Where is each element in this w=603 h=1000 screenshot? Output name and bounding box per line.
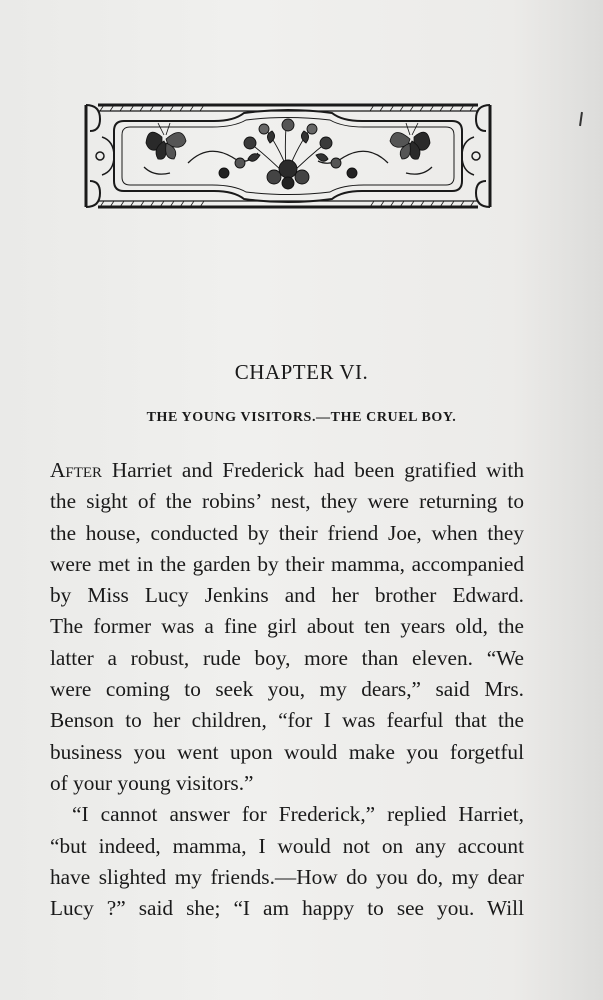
text-line: Benson to her children, “for I was fearful that the	[50, 708, 524, 733]
butterfly-left-icon	[146, 123, 186, 159]
text-line: by Miss Lucy Jenkins and her brother Edward.	[50, 583, 524, 608]
text-line: The former was a fine girl about ten years old, the	[50, 614, 524, 639]
chapter-subtitle: THE YOUNG VISITORS.—THE CRUEL BOY.	[146, 410, 457, 425]
body-text	[50, 455, 524, 924]
margin-mark	[579, 112, 583, 126]
text-line: “but indeed, mamma, I would not on any account	[50, 833, 524, 858]
text-line: the house, conducted by their friend Joe, when they	[50, 520, 524, 545]
text-line: latter a robust, rude boy, more than eleven. “We	[50, 645, 524, 670]
text-line: business you went upon would make you forgetful	[50, 739, 524, 764]
drop-word: After	[50, 458, 103, 482]
text-line: After Harriet and Frederick had been gratified with	[50, 458, 524, 482]
text-line: have slighted my friends.—How do you do, my dear	[50, 864, 524, 889]
text-line: “I cannot answer for Frederick,” replied Harriet,	[72, 802, 524, 827]
decorative-headpiece-ornament	[84, 97, 492, 215]
text-line: were met in the garden by their mamma, accompanied	[50, 551, 524, 576]
chapter-title: CHAPTER VI.	[234, 360, 369, 384]
flower-bouquet-icon	[219, 119, 357, 189]
butterfly-right-icon	[390, 123, 430, 159]
text-line: of your young visitors.”	[50, 770, 254, 795]
text-line: Lucy ?” said she; “I am happy to see you. Will	[50, 896, 524, 921]
text-line: the sight of the robins’ nest, they were returning to	[50, 489, 524, 514]
text-line: were coming to seek you, my dears,” said Mrs.	[50, 677, 524, 702]
